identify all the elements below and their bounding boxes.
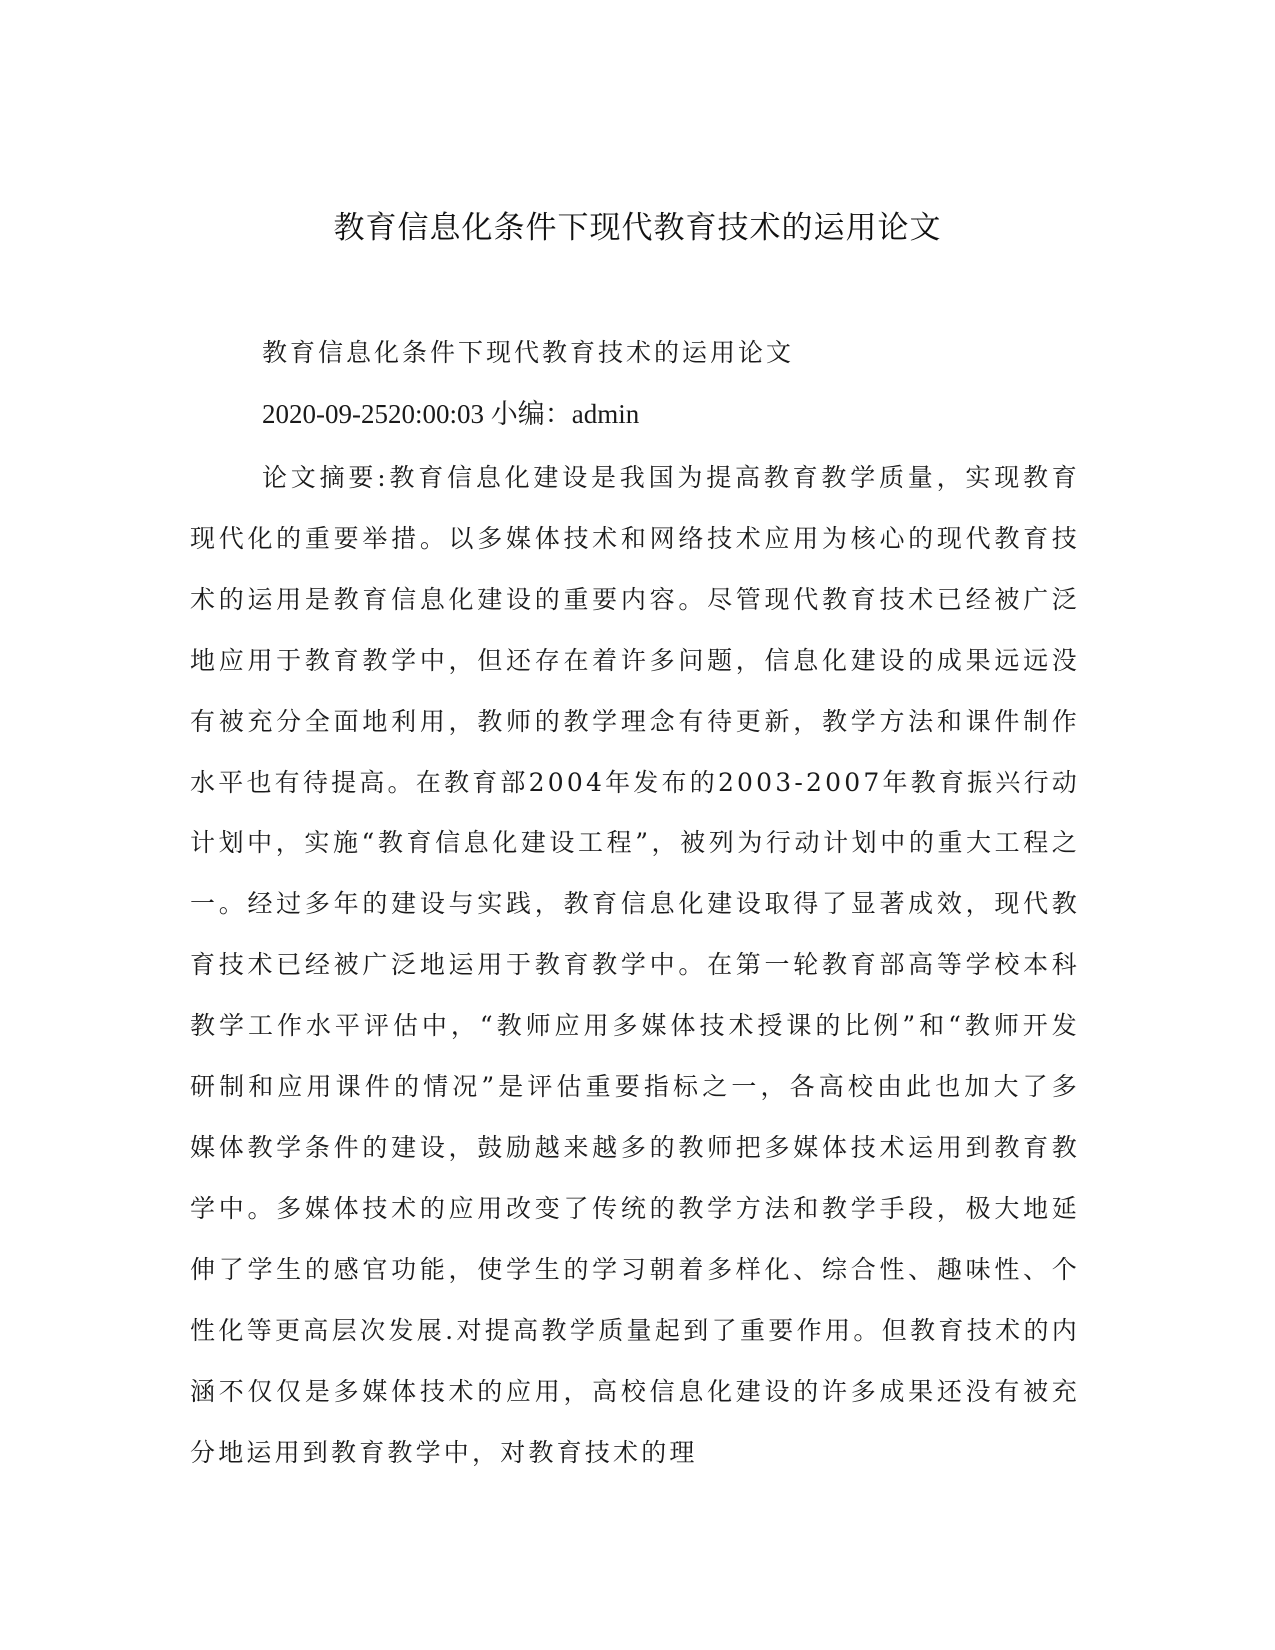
editor-name: admin xyxy=(571,399,640,429)
document-subtitle: 教育信息化条件下现代教育技术的运用论文 xyxy=(262,338,795,367)
editor-label: 小编： xyxy=(490,399,572,429)
document-title: 教育信息化条件下现代教育技术的运用论文 xyxy=(333,210,942,246)
publish-datetime: 2020-09-2520:00:03 xyxy=(262,399,484,429)
abstract-paragraph: 论文摘要:教育信息化建设是我国为提高教育教学质量，实现教育现代化的重要举措。以多媒体技术和网络技术应用为核心的现代教育技术的运用是教育信息化建设的重要内容。尽管现代教育技术已经被广泛地应用于教育教学中，但还存在着许多问题，信息化建设的成果远远没有被充分全面地利用，教师的教学理念有待更新，教学方法和课件制作水平也有待提高。在教育部2004年发布的2003-2007年教育振兴行动计划中，实施“教育信息化建设工程”，被列为行动计划中的重大工程之一。经过多年的建设与实践，教育信息化建设取得了显著成效，现代教育技术已经被广泛地运用于教育教学中。在第一轮教育部高等学校本科教学工作水平评估中，“教师应用多媒体技术授课的比例”和“教师开发研制和应用课件的情况”是评估重要指标之一，各高校由此也加大了多媒体教学条件的建设，鼓励越来越多的教师把多媒体技术运用到教育教学中。多媒体技术的应用改变了传统的教学方法和教学手段，极大地延伸了学生的感官功能，使学生的学习朝着多样化、综合性、趣味性、个性化等更高层次发展.对提高教学质量起到了重要作用。但教育技术的内涵不仅仅是多媒体技术的应用，高校信息化建设的许多成果还没有被充分地运用到教育教学中，对教育技术的理 xyxy=(190,463,1080,1467)
document-meta xyxy=(262,392,639,431)
